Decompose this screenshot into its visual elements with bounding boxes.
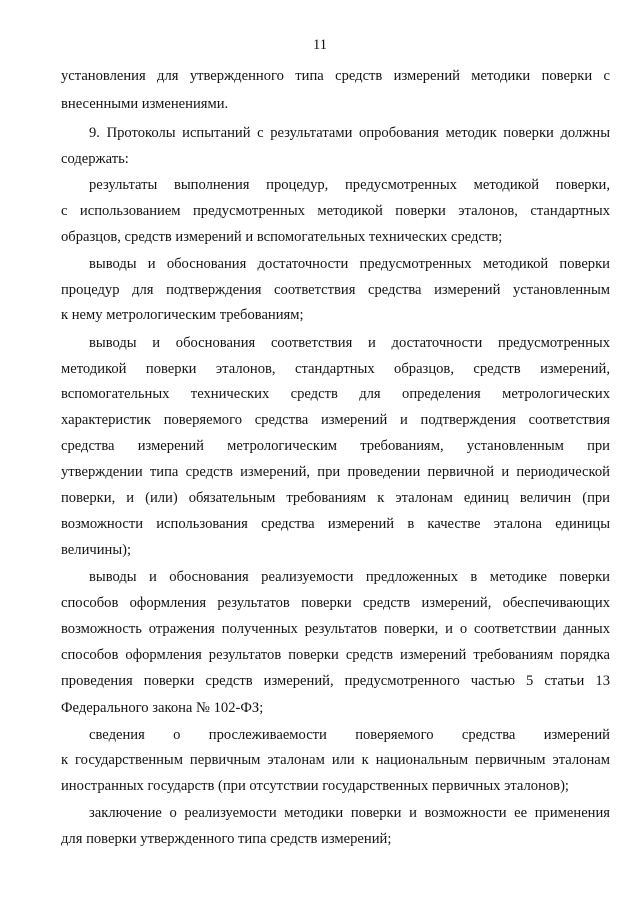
text-line: выводы и обоснования реализуемости предложенных в методике поверки — [89, 569, 610, 585]
text-line: утверждении типа средств измерений, при проведении первичной и периодической — [61, 464, 610, 480]
text-line: характеристик поверяемого средства измерений и подтверждения соответствия — [61, 412, 610, 428]
text-line: содержать: — [61, 151, 129, 167]
text-line: вспомогательных технических средств для определения метрологических — [61, 386, 610, 402]
text-line: выводы и обоснования достаточности предусмотренных методикой поверки — [89, 256, 610, 272]
text-line: величины); — [61, 542, 132, 558]
text-line: к государственным первичным эталонам или к национальным первичным эталонам — [61, 752, 610, 768]
text-line: выводы и обоснования соответствия и достаточности предусмотренных — [89, 335, 610, 351]
text-line: иностранных государств (при отсутствии государственных первичных эталонов); — [61, 778, 569, 794]
text-line: Федерального закона № 102-ФЗ; — [61, 700, 264, 716]
page-number: 11 — [313, 37, 327, 53]
text-line: способов оформления результатов поверки средств измерений требованиям порядка — [61, 647, 610, 663]
text-line: сведения о прослеживаемости поверяемого средства измерений — [89, 727, 610, 743]
text-line: поверки, и (или) обязательным требованиям к эталонам единиц величин (при — [61, 490, 610, 506]
text-line: способов оформления результатов поверки средств измерений, обеспечивающих — [61, 595, 610, 611]
text-line: к нему метрологическим требованиям; — [61, 307, 304, 323]
text-line: процедур для подтверждения соответствия средства измерений установленным — [61, 282, 610, 298]
text-line: с использованием предусмотренных методикой поверки эталонов, стандартных — [61, 203, 610, 219]
text-line: методикой поверки эталонов, стандартных образцов, средств измерений, — [61, 361, 610, 377]
text-line: проведения поверки средств измерений, предусмотренного частью 5 статьи 13 — [61, 673, 610, 689]
text-line: образцов, средств измерений и вспомогательных технических средств; — [61, 229, 503, 245]
text-line: результаты выполнения процедур, предусмотренных методикой поверки, — [89, 177, 610, 193]
text-line: 9. Протоколы испытаний с результатами опробования методик поверки должны — [89, 125, 610, 141]
text-line: заключение о реализуемости методики поверки и возможности ее применения — [89, 805, 610, 821]
text-line: установления для утвержденного типа средств измерений методики поверки с — [61, 68, 610, 84]
text-line: для поверки утвержденного типа средств измерений; — [61, 831, 392, 847]
text-line: внесенными изменениями. — [61, 96, 229, 112]
text-line: возможность отражения полученных результатов поверки, и о соответствии данных — [61, 621, 610, 637]
text-line: средства измерений метрологическим требованиям, установленным при — [61, 438, 610, 454]
text-line: возможности использования средства измерений в качестве эталона единицы — [61, 516, 610, 532]
